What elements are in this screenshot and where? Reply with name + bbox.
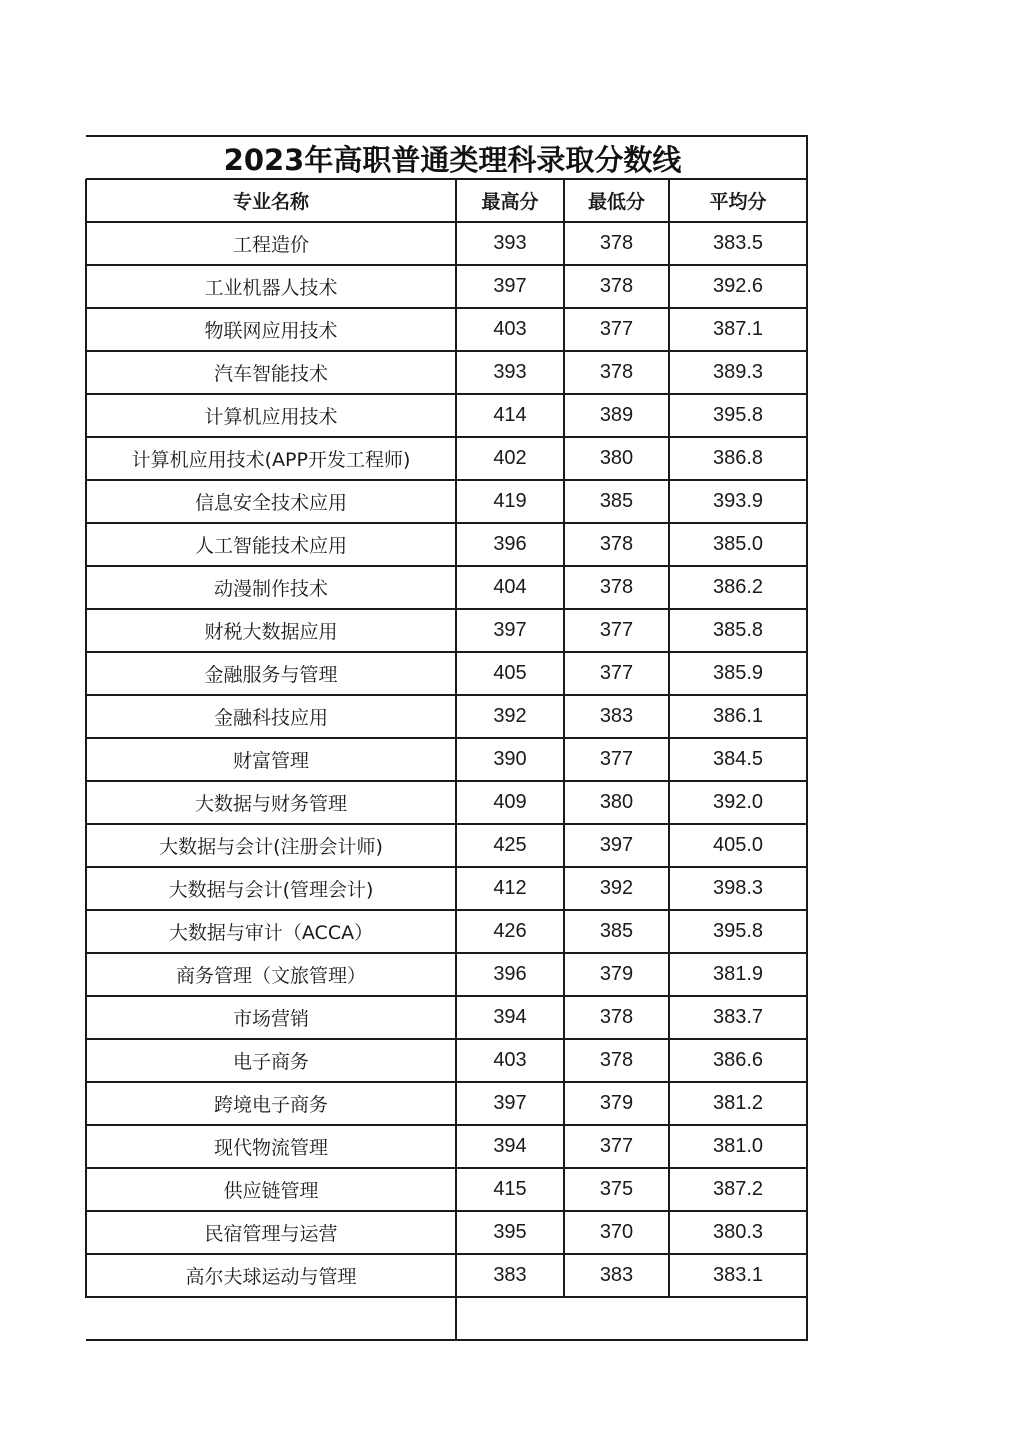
cell-major: 工程造价 bbox=[232, 234, 309, 256]
cell-min: 377 bbox=[599, 1135, 634, 1157]
cell-min: 370 bbox=[599, 1221, 634, 1243]
cell-min: 377 bbox=[599, 318, 634, 340]
cell-min: 378 bbox=[599, 576, 634, 598]
cell-max: 403 bbox=[493, 1049, 527, 1071]
cell-max: 395 bbox=[493, 1221, 527, 1243]
cell-major: 大数据与会计(注册会计师) bbox=[159, 836, 383, 858]
cell-avg: 381.2 bbox=[712, 1092, 764, 1114]
cell-min: 378 bbox=[599, 361, 634, 383]
cell-avg: 381.9 bbox=[712, 963, 764, 985]
cell-major: 财税大数据应用 bbox=[204, 621, 338, 643]
cell-major: 金融科技应用 bbox=[213, 707, 328, 729]
cell-major: 汽车智能技术 bbox=[213, 363, 328, 385]
cell-min: 378 bbox=[599, 533, 634, 555]
cell-avg: 385.8 bbox=[712, 619, 764, 641]
cell-major: 金融服务与管理 bbox=[204, 664, 338, 686]
cell-min: 385 bbox=[599, 920, 634, 942]
cell-min: 375 bbox=[599, 1178, 634, 1200]
cell-avg: 392.0 bbox=[712, 791, 764, 813]
cell-max: 396 bbox=[493, 533, 527, 555]
cell-avg: 383.7 bbox=[712, 1006, 764, 1028]
table-bottom-rule bbox=[86, 1339, 808, 1341]
cell-max: 396 bbox=[493, 963, 527, 985]
cell-major: 民宿管理与运营 bbox=[204, 1223, 338, 1245]
cell-min: 380 bbox=[599, 447, 634, 469]
cell-max: 394 bbox=[493, 1006, 527, 1028]
cell-major: 大数据与会计(管理会计) bbox=[168, 879, 374, 901]
cell-avg: 393.9 bbox=[712, 490, 764, 512]
header-major: 专业名称 bbox=[232, 191, 309, 213]
cell-max: 397 bbox=[493, 619, 527, 641]
cell-avg: 380.3 bbox=[712, 1221, 764, 1243]
cell-avg: 389.3 bbox=[712, 361, 764, 383]
cell-min: 377 bbox=[599, 619, 634, 641]
cell-min: 378 bbox=[599, 232, 634, 254]
cell-max: 404 bbox=[493, 576, 527, 598]
cell-avg: 386.1 bbox=[712, 705, 764, 727]
cell-avg: 383.5 bbox=[712, 232, 764, 254]
cell-min: 380 bbox=[599, 791, 634, 813]
cell-min: 397 bbox=[599, 834, 634, 856]
cell-max: 397 bbox=[493, 1092, 527, 1114]
cell-major: 动漫制作技术 bbox=[213, 578, 328, 600]
cell-avg: 387.2 bbox=[712, 1178, 764, 1200]
cell-major: 高尔夫球运动与管理 bbox=[185, 1266, 357, 1288]
cell-major: 供应链管理 bbox=[223, 1180, 319, 1202]
cell-max: 383 bbox=[493, 1264, 527, 1286]
cell-max: 425 bbox=[493, 834, 527, 856]
cell-max: 397 bbox=[493, 275, 527, 297]
cell-avg: 395.8 bbox=[712, 920, 764, 942]
cell-major: 大数据与财务管理 bbox=[194, 793, 347, 815]
cell-major: 工业机器人技术 bbox=[204, 277, 338, 299]
cell-max: 392 bbox=[493, 705, 527, 727]
cell-major: 跨境电子商务 bbox=[213, 1094, 328, 1116]
cell-avg: 385.9 bbox=[712, 662, 764, 684]
cell-min: 377 bbox=[599, 748, 634, 770]
cell-avg: 383.1 bbox=[712, 1264, 764, 1286]
cell-min: 392 bbox=[599, 877, 634, 899]
cell-max: 403 bbox=[493, 318, 527, 340]
cell-major: 大数据与审计（ACCA） bbox=[168, 922, 374, 944]
cell-avg: 398.3 bbox=[712, 877, 764, 899]
cell-avg: 381.0 bbox=[712, 1135, 764, 1157]
cell-min: 379 bbox=[599, 1092, 634, 1114]
cell-major: 商务管理（文旅管理） bbox=[175, 965, 366, 987]
cell-min: 389 bbox=[599, 404, 634, 426]
cell-max: 393 bbox=[493, 232, 527, 254]
cell-min: 379 bbox=[599, 963, 634, 985]
table-title: 2023年高职普通类理科录取分数线 bbox=[223, 142, 682, 177]
cell-min: 378 bbox=[599, 1049, 634, 1071]
cell-max: 394 bbox=[493, 1135, 527, 1157]
cell-max: 415 bbox=[493, 1178, 527, 1200]
cell-max: 393 bbox=[493, 361, 527, 383]
cell-max: 419 bbox=[493, 490, 527, 512]
header-max: 最高分 bbox=[481, 191, 539, 213]
cell-major: 计算机应用技术 bbox=[204, 406, 338, 428]
title-top-rule bbox=[86, 135, 808, 137]
cell-avg: 395.8 bbox=[712, 404, 764, 426]
cell-avg: 386.8 bbox=[712, 447, 764, 469]
cell-min: 378 bbox=[599, 1006, 634, 1028]
header-min: 最低分 bbox=[587, 191, 645, 213]
cell-major: 电子商务 bbox=[232, 1051, 309, 1073]
cell-max: 402 bbox=[493, 447, 527, 469]
cell-major: 人工智能技术应用 bbox=[194, 535, 347, 557]
cell-avg: 387.1 bbox=[712, 318, 764, 340]
cell-max: 426 bbox=[493, 920, 527, 942]
cell-min: 383 bbox=[599, 705, 634, 727]
cell-min: 385 bbox=[599, 490, 634, 512]
cell-major: 物联网应用技术 bbox=[204, 320, 338, 342]
cell-major: 计算机应用技术(APP开发工程师) bbox=[131, 449, 411, 471]
cell-avg: 392.6 bbox=[712, 275, 764, 297]
cell-avg: 386.2 bbox=[712, 576, 764, 598]
cell-major: 财富管理 bbox=[232, 750, 309, 772]
cell-min: 383 bbox=[599, 1264, 634, 1286]
cell-max: 405 bbox=[493, 662, 527, 684]
cell-avg: 384.5 bbox=[712, 748, 764, 770]
cell-max: 409 bbox=[493, 791, 527, 813]
cell-max: 390 bbox=[493, 748, 527, 770]
cell-major: 信息安全技术应用 bbox=[194, 492, 347, 514]
cell-avg: 385.0 bbox=[712, 533, 764, 555]
cell-avg: 386.6 bbox=[712, 1049, 764, 1071]
cell-major: 市场营销 bbox=[232, 1008, 309, 1030]
cell-max: 414 bbox=[493, 404, 527, 426]
cell-min: 377 bbox=[599, 662, 634, 684]
cell-avg: 405.0 bbox=[712, 834, 764, 856]
cell-min: 378 bbox=[599, 275, 634, 297]
cell-major: 现代物流管理 bbox=[213, 1137, 328, 1159]
header-avg: 平均分 bbox=[709, 191, 767, 213]
cell-max: 412 bbox=[493, 877, 527, 899]
